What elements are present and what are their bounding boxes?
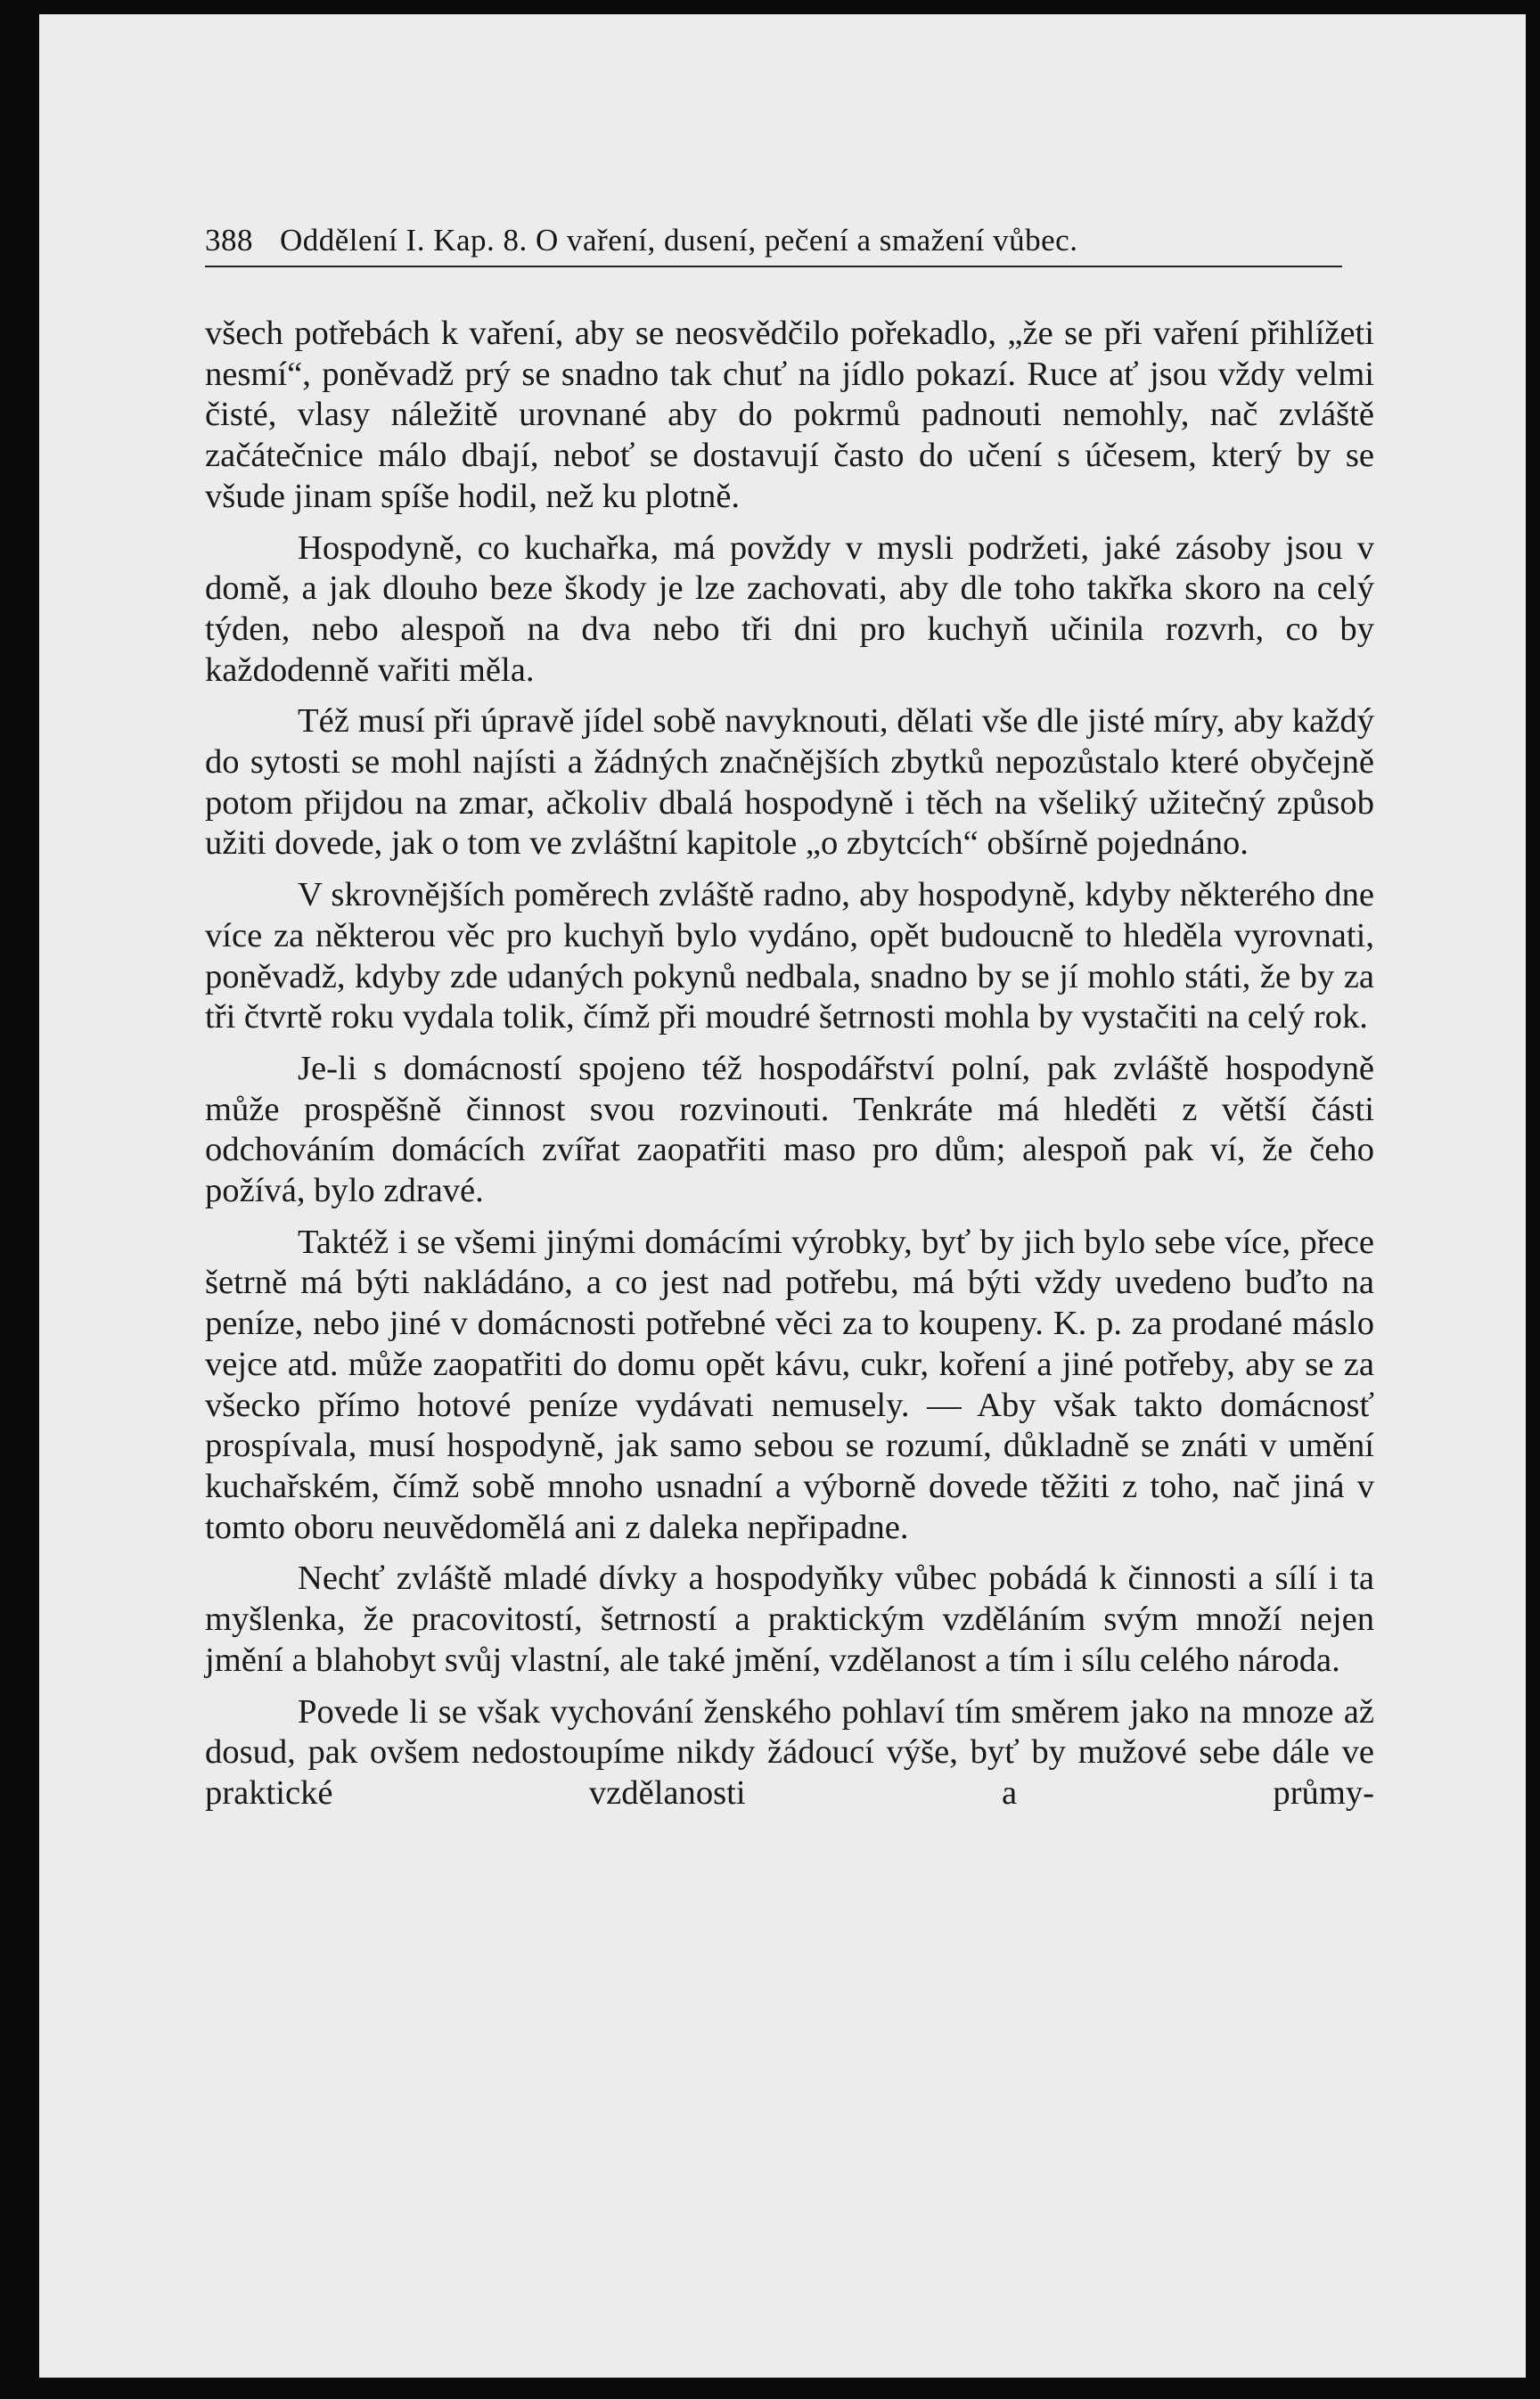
paragraph: V skrovnějších poměrech zvláště radno, aby hospodyně, kdyby některého dne více za některou věc pro kuchyň bylo vydáno, opět budoucně to hleděla vyrovnati, poněvadž, kdyby zde udaných pokynů nedbala, snadno by se jí mohlo státi, že by za tři čtvrtě roku vydala tolik, čímž při moudré šetrnosti mohla by vystačiti na celý rok.: [205, 876, 1374, 1036]
running-title: Oddělení I. Kap. 8. O vaření, dusení, pečení a smažení vůbec.: [280, 223, 1078, 258]
running-header: [205, 223, 1342, 267]
paragraph: Taktéž i se všemi jinými domácími výrobky, byť by jich bylo sebe více, přece šetrně má býti nakládáno, a co jest nad potřebu, má býti vždy uvedeno buďto na peníze, nebo jiné v domácnosti potřebné věci za to koupeny. K. p. za prodané máslo vejce atd. může zaopatřiti do domu opět kávu, cukr, koření a jiné potřeby, aby se za všecko přímo hotové peníze vydávati nemusely. — Aby však takto domácnosť prospívala, musí hospodyně, jak samo sebou se rozumí, důkladně se znáti v umění kuchařském, čímž sobě mnoho usnadní a výborně dovede těžiti z toho, nač jiná v tomto oboru neuvědomělá ani z daleka nepřipadne.: [205, 1223, 1374, 1546]
paragraph: Je-li s domácností spojeno též hospodářství polní, pak zvláště hospodyně může prospěšně činnost svou rozvinouti. Tenkráte má hleděti z větší části odchováním domácích zvířat zaopatřiti maso pro dům; alespoň pak ví, že čeho požívá, bylo zdravé.: [205, 1049, 1374, 1210]
paragraph: Též musí při úpravě jídel sobě navyknouti, dělati vše dle jisté míry, aby každý do sytosti se mohl najísti a žádných značnějších zbytků nepozůstalo které obyčejně potom přijdou na zmar, ačkoliv dbalá hospodyně i těch na všeliký užitečný způsob užiti dovede, jak o tom ve zvláštní kapitole „o zbytcích“ obšírně pojednáno.: [205, 702, 1374, 863]
paragraph: všech potřebách k vaření, aby se neosvědčilo pořekadlo, „že se při vaření přihlížeti nesmí“, poněvadž prý se snadno tak chuť na jídlo pokazí. Ruce ať jsou vždy velmi čisté, vlasy náležitě urovnané aby do pokrmů padnouti nemohly, nač zvláště začátečnice málo dbají, neboť se dostavují často do učení s účesem, který by se všude jinam spíše hodil, než ku plotně.: [205, 315, 1374, 515]
paragraph: Hospodyně, co kuchařka, má povždy v mysli podržeti, jaké zásoby jsou v domě, a jak dlouho beze škody je lze zachovati, aby dle toho takřka skoro na celý týden, nebo alespoň na dva nebo tři dni pro kuchyň učinila rozvrh, co by každodenně vařiti měla.: [205, 528, 1374, 689]
page-number: 388: [205, 223, 253, 258]
paragraph: Nechť zvláště mladé dívky a hospodyňky vůbec pobádá k činnosti a sílí i ta myšlenka, že pracovitostí, šetrností a praktickým vzděláním svým množí nejen jmění a blahobyt svůj vlastní, ale také jmění, vzdělanost a tím i sílu celého národa.: [205, 1560, 1374, 1679]
paragraph: Povede li se však vychování ženského pohlaví tím směrem jako na mnoze až dosud, pak ovšem nedostoupíme nikdy žádoucí výše, byť by mužové sebe dále ve praktické vzdělanosti a průmy-: [205, 1692, 1374, 1812]
body-text: [205, 314, 1374, 1825]
